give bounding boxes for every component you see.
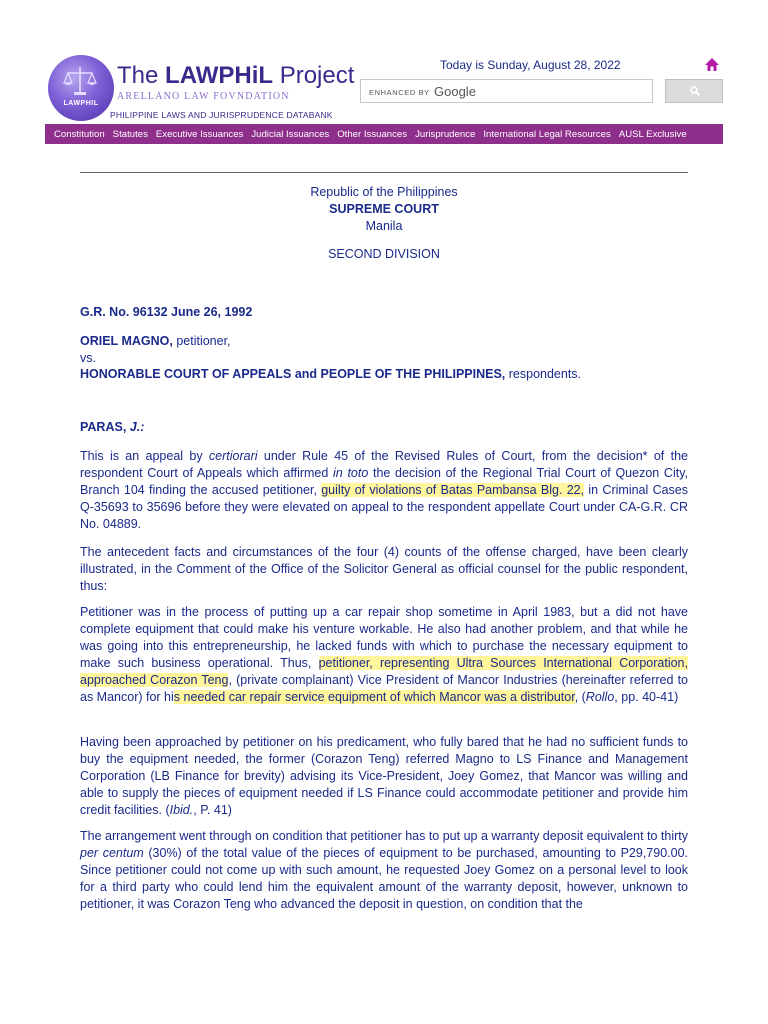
brand-title[interactable]: The LAWPHiL Project — [117, 62, 355, 89]
search-button[interactable] — [665, 79, 723, 103]
nav-constitution[interactable]: Constitution — [54, 128, 105, 140]
versus: vs. — [80, 351, 96, 365]
respondent-line: HONORABLE COURT OF APPEALS and PEOPLE OF THE PHILIPPINES, respondents. — [80, 367, 582, 381]
case-number: G.R. No. 96132 June 26, 1992 — [80, 305, 253, 319]
division: SECOND DIVISION — [328, 247, 440, 261]
main-nav — [45, 124, 723, 144]
nav-statutes[interactable]: Statutes — [112, 128, 148, 140]
search-icon — [690, 86, 700, 96]
respondent-name: HONORABLE COURT OF APPEALS and PEOPLE OF THE PHILIPPINES, — [80, 367, 506, 381]
today-date: Today is Sunday, August 28, 2022 — [440, 58, 621, 72]
lawphil-logo[interactable] — [48, 55, 114, 121]
search-field[interactable] — [360, 79, 653, 103]
nav-jurisprudence[interactable]: Jurisprudence — [415, 128, 476, 140]
ponente: PARAS, J.: — [80, 420, 145, 434]
nav-judicial-issuances[interactable]: Judicial Issuances — [251, 128, 330, 140]
highlight: s needed car repair service equipment of which Mancor was a distributor — [173, 690, 575, 704]
divider — [80, 172, 688, 173]
search-enhanced-label: ENHANCED BY — [369, 88, 430, 97]
brand-organization: ARELLANO LAW FOVNDATION — [117, 91, 290, 102]
brand-databank: PHILIPPINE LAWS AND JURISPRUDENCE DATABANK — [110, 110, 333, 120]
paragraph-5: The arrangement went through on condition that petitioner has to put up a warranty deposit equivalent to thirty per centum (30%) of the total value of the pieces of equipment to be purchased, amounting to P29,790.00. Since petitioner could not come up with such amount, he requested Joey Gomez on a personal level to look for a third party who could lend him the equivalent amount of the warranty deposit, however, unknown to petitioner, it was Corazon Teng who advanced the deposit in question, on condition that the — [80, 829, 689, 911]
paragraph-2: The antecedent facts and circumstances of the four (4) counts of the offense charged, have been clearly illustrated, in the Comment of the Office of the Solicitor General as official counsel for the public respondent, thus: — [80, 545, 688, 593]
site-header — [0, 0, 768, 140]
nav-executive-issuances[interactable]: Executive Issuances — [155, 128, 244, 140]
court-name: SUPREME COURT — [329, 202, 439, 216]
scales-of-justice-icon — [62, 63, 98, 99]
paragraph-1: This is an appeal by certiorari under Rule 45 of the Revised Rules of Court, from the decision* of the respondent Court of Appeals which affirmed in toto the decision of the Regional Trial Court of Quezon City, Branch 104 finding the accused petitioner, guilty of violations of Batas Pambansa Blg. 22, in Criminal Cases Q-35693 to 35696 before they were elevated on appeal to the respondent appellate Court under CA-G.R. CR No. 04889. — [80, 449, 689, 531]
home-icon[interactable] — [704, 57, 720, 73]
paragraph-4: Having been approached by petitioner on his predicament, who fully bared that he had no sufficient funds to buy the equipment needed, the former (Corazon Teng) referred Magno to LS Finance and Management Corporation (LB Finance for brevity) advising its Vice-President, Joey Gomez, that Mancor was willing and able to supply the pieces of equipment needed if LS Finance could accommodate petitioner and provide him credit facilities. (Ibid., P. 41) — [80, 735, 688, 817]
nav-other-issuances[interactable]: Other Issuances — [337, 128, 408, 140]
paragraph-3: Petitioner was in the process of putting up a car repair shop sometime in April 1983, but a did not have complete equipment that could make his venture workable. He also had another problem, and that while he was going into this entrepreneurship, he lacked funds with which to purchase the necessary equipment to make such business operational. Thus, petitioner, representing Ultra Sources International Corporation, approached Corazon Teng, (private complainant) Vice President of Mancor Industries (hereinafter referred to as Mancor) for his needed car repair service equipment of which Mancor was a distributor, (Rollo, pp. 40-41) — [80, 605, 688, 704]
logo-text: LAWPHIL — [63, 100, 99, 107]
petitioner-name: ORIEL MAGNO, — [80, 334, 173, 348]
highlight: petitioner, representing Ultra Sources International Corporation, approached Corazon Teng — [80, 656, 688, 687]
highlight: guilty of violations of Batas Pambansa Blg. 22, — [321, 483, 585, 497]
brand-title-bold: LAWPHiL — [165, 62, 274, 89]
republic-line: Republic of the Philippines — [310, 185, 458, 199]
nav-ausl-exclusive[interactable]: AUSL Exclusive — [618, 128, 687, 140]
nav-international-legal-resources[interactable]: International Legal Resources — [483, 128, 611, 140]
petitioner-line: ORIEL MAGNO, petitioner, — [80, 334, 231, 348]
court-city: Manila — [365, 219, 403, 233]
search-input[interactable] — [361, 80, 652, 102]
google-label: Google — [434, 84, 476, 99]
